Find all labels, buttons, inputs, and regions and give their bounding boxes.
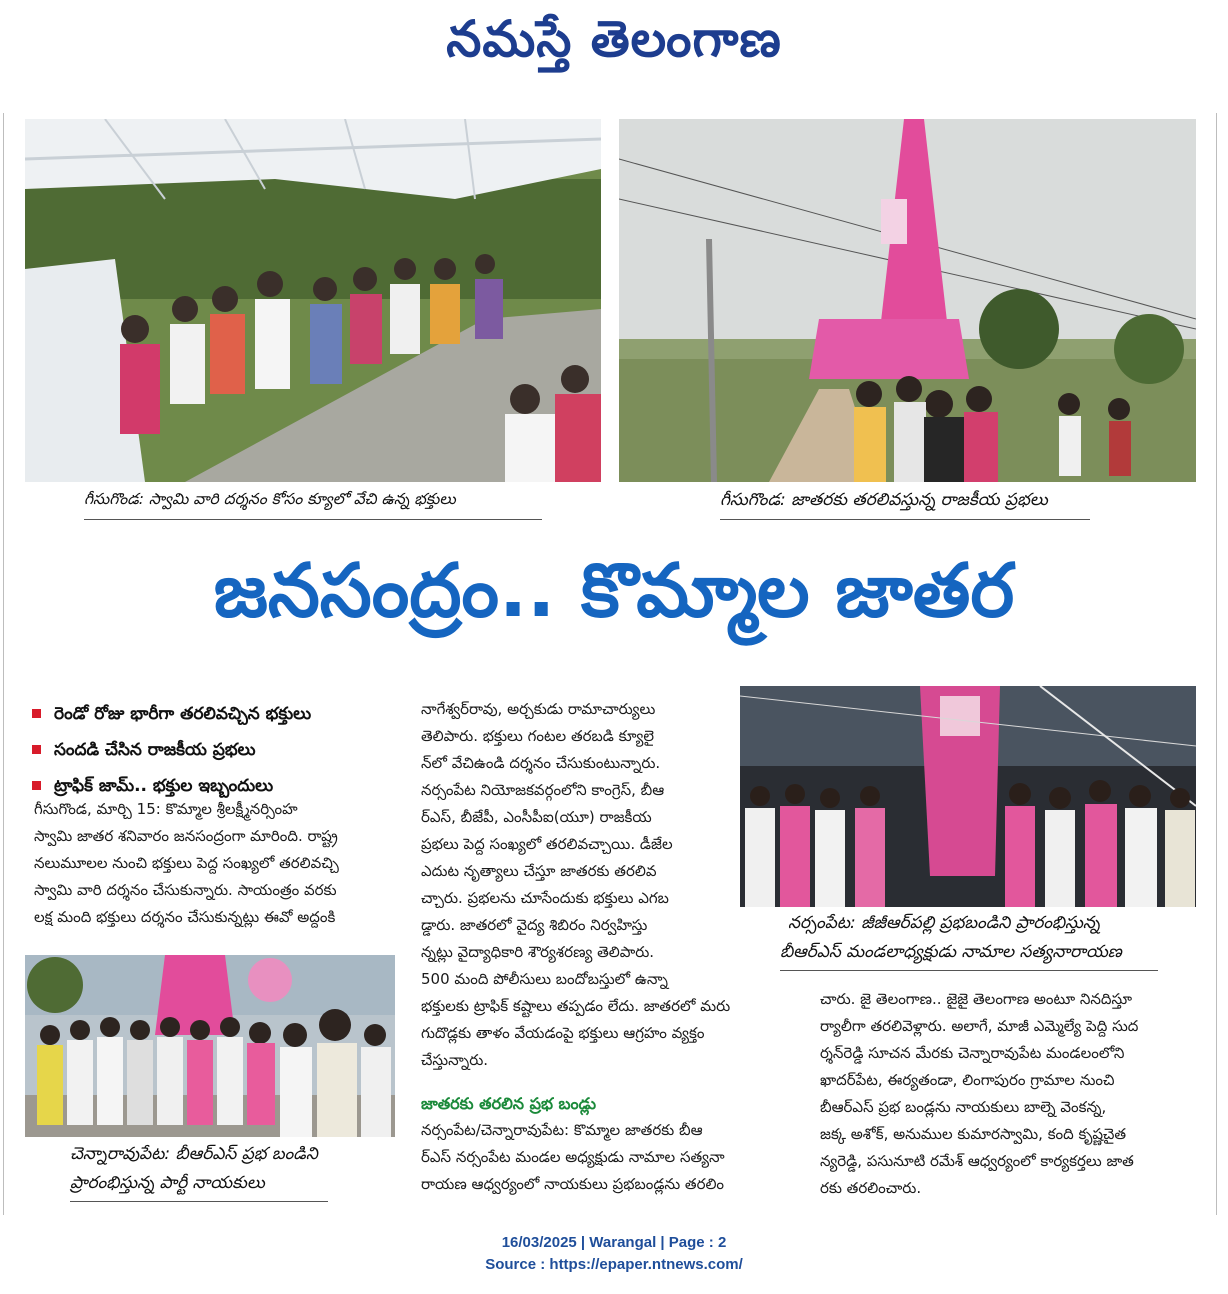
caption-underline	[84, 519, 542, 520]
article-line: డ్డారు. జాతరలో వైద్య శిబిరం నిర్వహిస్తు	[421, 916, 648, 934]
article-col2b	[421, 1090, 801, 1198]
highlights-list	[32, 702, 412, 810]
caption-underline	[720, 519, 1090, 520]
article-line: రాయణ ఆధ్వర్యంలో నాయకులు ప్రభబండ్లను తరలిం	[421, 1175, 724, 1193]
article-line: స్వామి వారి దర్శనం చేసుకున్నారు. సాయంత్రం వరకు	[34, 881, 337, 899]
article-line: న్‌లో వేచిఉండి దర్శనం చేసుకుంటున్నారు.	[421, 754, 661, 772]
article-line: స్వామి జాతర శనివారం జనసంద్రంగా మారింది. రాష్ట్ర	[34, 827, 338, 845]
photo-devotees-queue	[25, 119, 601, 482]
article-line: ఖాదర్‌పేట, ఈర్యతండా, లింగాపురం గ్రామాల నుంచి	[820, 1071, 1115, 1089]
article-line: న్యరెడ్డి, పసునూటి రమేశ్ ఆధ్వర్యంలో కార్యకర్తలు జాత	[820, 1152, 1134, 1170]
caption-party-leaders-1: చెన్నారావుపేట: బీఆర్‌ఎస్ ప్రభ బండిని	[70, 1144, 318, 1164]
bullet-marker	[32, 709, 41, 718]
caption-float-inauguration-1: నర్సంపేట: జీజీఆర్‌పల్లి ప్రభబండిని ప్రారంభిస్తున్న	[788, 913, 1100, 933]
photo-float-inauguration	[740, 686, 1196, 907]
highlight-item	[32, 702, 412, 738]
caption-underline	[70, 1201, 328, 1202]
article-line: నాగేశ్వర్‌రావు, అర్చకుడు రామాచార్యులు	[421, 700, 656, 718]
caption-party-leaders-2: ప్రారంభిస్తున్న పార్టీ నాయకులు	[70, 1173, 265, 1193]
article-line: ర్‌ఎస్ నర్సంపేట మండల అధ్యక్షుడు నామాల సత్యనా	[421, 1148, 725, 1166]
masthead: నమస్తే తెలంగాణ	[446, 10, 782, 68]
article-line: ర్‌ఎస్, బీజేపీ, ఎంసీపీఐ(యూ) రాజకీయ	[421, 808, 652, 826]
article-line: చారు. జై తెలంగాణ.. జైజై తెలంగాణ అంటూ నినదిస్తూ	[820, 990, 1133, 1008]
article-line: ర్యాలీగా తరలివెళ్లారు. అలాగే, మాజీ ఎమ్మెల్యే పెద్ది సుద	[820, 1017, 1139, 1035]
footer-edition-info: 16/03/2025 | Warangal | Page : 2	[501, 1234, 727, 1251]
article-line: ఎదుట నృత్యాలు చేస్తూ జాతరకు తరలివ	[421, 862, 657, 880]
caption-underline	[780, 970, 1158, 971]
article-line: నలుమూలల నుంచి భక్తులు పెద్ద సంఖ్యలో తరలివచ్చి	[34, 854, 339, 872]
caption-political-floats: గీసుగొండ: జాతరకు తరలివస్తున్న రాజకీయ ప్రభలు	[720, 490, 1048, 510]
caption-float-inauguration-2: బీఆర్‌ఎస్ మండలాధ్యక్షుడు నామాల సత్యనారాయణ	[780, 942, 1122, 962]
article-line: గుదొడ్లకు తాళం వేయడంపై భక్తులు ఆగ్రహం వ్యక్తం	[421, 1024, 705, 1042]
highlight-item	[32, 738, 412, 774]
highlight-text: సందడి చేసిన రాజకీయ ప్రభలు	[54, 740, 256, 760]
article-subhead: జాతరకు తరలిన ప్రభ బండ్లు	[421, 1094, 597, 1113]
article-col3	[820, 986, 1200, 1202]
article-col1	[34, 796, 404, 931]
article-line: తెలిపారు. భక్తులు గంటల తరబడి క్యూలై	[421, 727, 654, 745]
article-line: గీసుగొండ, మార్చి 15: కొమ్మాల శ్రీలక్ష్మీనర్సింహ	[34, 800, 298, 818]
article-line: భక్తులకు ట్రాఫిక్ కష్టాలు తప్పడం లేదు. జాతరలో మరు	[421, 997, 731, 1015]
caption-devotees-queue: గీసుగొండ: స్వామి వారి దర్శనం కోసం క్యూలో వేచి ఉన్న భక్తులు	[84, 490, 456, 508]
article-line: ర్శన్‌రెడ్డి సూచన మేరకు చెన్నారావుపేట మండలంలోని	[820, 1044, 1125, 1062]
article-line: 500 మంది పోలీసులు బందోబస్తులో ఉన్నా	[421, 970, 668, 988]
highlight-text: రెండో రోజు భారీగా తరలివచ్చిన భక్తులు	[54, 704, 312, 724]
bullet-marker	[32, 745, 41, 754]
photo-political-floats	[619, 119, 1196, 482]
article-line: జక్క అశోక్, అనుముల కుమారస్వామి, కంది కృష్ణచైత	[820, 1125, 1127, 1143]
article-line: నర్సంపేట/చెన్నారావుపేట: కొమ్మాల జాతరకు బీఆ	[421, 1121, 703, 1139]
footer-source-link[interactable]: Source : https://epaper.ntnews.com/	[485, 1256, 743, 1273]
article-line: రకు తరలించారు.	[820, 1179, 922, 1197]
photo-party-leaders	[25, 955, 395, 1137]
highlight-text: ట్రాఫిక్ జామ్.. భక్తుల ఇబ్బందులు	[54, 776, 274, 796]
article-line: నర్సంపేట నియోజకవర్గంలోని కాంగ్రెస్, బీఆ	[421, 781, 665, 799]
article-line: ప్రభలు పెద్ద సంఖ్యలో తరలివచ్చాయి. డీజేల	[421, 835, 673, 853]
headline: జనసంద్రం.. కొమ్మాల జాతర	[213, 548, 1015, 634]
article-line: చ్చారు. ప్రభలను చూసేందుకు భక్తులు ఎగబ	[421, 889, 669, 907]
article-line: లక్ష మంది భక్తులు దర్శనం చేసుకున్నట్లు ఈవో అద్దంకి	[34, 908, 336, 926]
bullet-marker	[32, 781, 41, 790]
article-line: బీఆర్‌ఎస్ ప్రభ బండ్లను నాయకులు బాల్నె వెంకన్న,	[820, 1098, 1107, 1116]
article-line: చేస్తున్నారు.	[421, 1051, 489, 1069]
article-line: న్నట్లు వైద్యాధికారి శౌర్యశరణ్య తెలిపారు.	[421, 943, 655, 961]
